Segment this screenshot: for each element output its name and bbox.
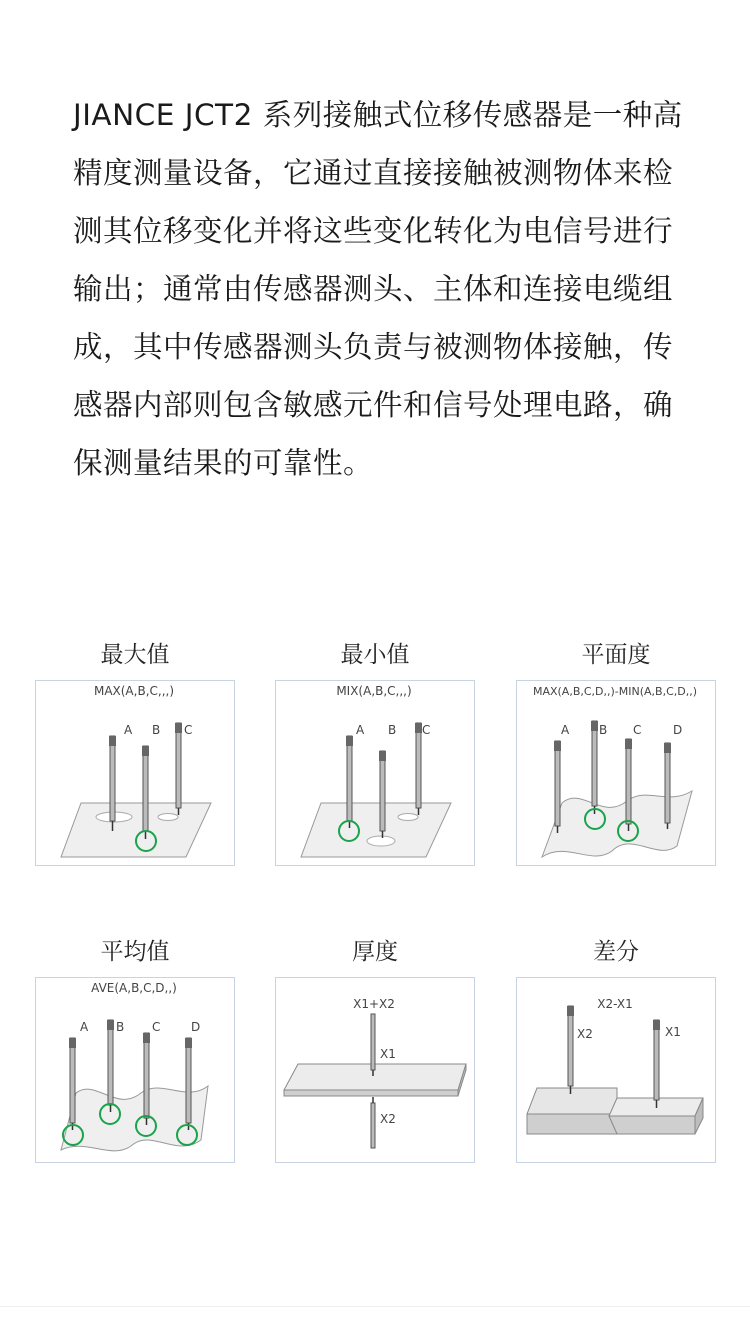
probe-c-icon xyxy=(625,739,632,831)
card-title: 平均值 xyxy=(100,939,170,965)
probe-b-icon xyxy=(591,721,598,814)
card-title: 最大值 xyxy=(100,642,170,668)
probe-label-x1: X1 xyxy=(665,1025,681,1039)
probe-x1-icon xyxy=(653,1020,660,1108)
card-difference xyxy=(516,933,716,1165)
probe-label-x2: X2 xyxy=(380,1112,396,1126)
card-title: 差分 xyxy=(593,939,639,965)
difference-diagram xyxy=(517,978,714,1161)
probe-label-d: D xyxy=(191,1020,201,1034)
card-max xyxy=(35,636,235,868)
footer-divider xyxy=(0,1306,750,1307)
flatness-diagram xyxy=(517,681,714,864)
probe-d-icon xyxy=(664,743,671,829)
probe-a-icon xyxy=(69,1038,76,1130)
probe-label-x2: X2 xyxy=(577,1027,593,1041)
card-min xyxy=(275,636,475,868)
thickness-diagram xyxy=(276,978,473,1161)
probe-label-c: C xyxy=(152,1020,161,1034)
probe-label-c: C xyxy=(422,723,431,737)
probe-b-icon xyxy=(107,1020,114,1112)
probe-label-c: C xyxy=(633,723,642,737)
card-thickness xyxy=(275,933,475,1165)
probe-label-c: C xyxy=(184,723,193,737)
probe-a-icon xyxy=(346,736,353,828)
probe-c-icon xyxy=(175,723,182,815)
probe-x2-icon xyxy=(567,1006,574,1094)
diagram-frame xyxy=(516,680,716,866)
diagram-frame xyxy=(35,977,235,1163)
average-diagram xyxy=(36,978,233,1161)
card-title: 平面度 xyxy=(581,642,651,668)
probe-top-icon xyxy=(371,1014,375,1076)
probe-label-b: B xyxy=(388,723,397,737)
probe-c-icon xyxy=(143,1033,150,1125)
probe-label-b: B xyxy=(116,1020,125,1034)
probe-label-b: B xyxy=(152,723,161,737)
probe-label-a: A xyxy=(80,1020,89,1034)
min-diagram xyxy=(276,681,473,864)
diagram-frame xyxy=(35,680,235,866)
formula-label: AVE(A,B,C,D,,) xyxy=(91,981,177,995)
probe-b-icon xyxy=(379,751,386,838)
probe-bottom-icon xyxy=(371,1097,375,1148)
probe-label-b: B xyxy=(599,723,608,737)
intro-paragraph: JIANCE JCT2 系列接触式位移传感器是一种高精度测量设备，它通过直接接触被测物体来检测其位移变化并将这些变化转化为电信号进行输出；通常由传感器测头、主体和连接电缆组成，其中传感器测头负责与被测物体接触，传感器内部则包含敏感元件和信号处理电路，确保测量结果的可靠性。 xyxy=(73,98,683,480)
probe-label-x1: X1 xyxy=(380,1047,396,1061)
diagram-frame xyxy=(516,977,716,1163)
probe-b-icon xyxy=(142,746,149,839)
formula-label: MAX(A,B,C,,,) xyxy=(93,684,175,698)
formula-label: MAX(A,B,C,D,,)-MIN(A,B,C,D,,) xyxy=(532,685,698,698)
card-title: 最小值 xyxy=(340,642,410,668)
probe-label-a: A xyxy=(124,723,133,737)
probe-a-icon xyxy=(109,736,116,831)
probe-label-a: A xyxy=(561,723,570,737)
probe-c-icon xyxy=(415,723,422,815)
card-average xyxy=(35,933,235,1165)
probe-label-d: D xyxy=(673,723,683,737)
probe-label-a: A xyxy=(356,723,365,737)
formula-label: MIX(A,B,C,,,) xyxy=(336,684,412,698)
card-flatness xyxy=(516,636,716,868)
diagram-frame xyxy=(275,977,475,1163)
probe-d-icon xyxy=(185,1038,192,1130)
formula-label: X2-X1 xyxy=(597,997,633,1011)
diagram-frame xyxy=(275,680,475,866)
formula-label: X1+X2 xyxy=(353,997,395,1011)
max-diagram xyxy=(36,681,233,864)
probe-a-icon xyxy=(554,741,561,833)
card-title: 厚度 xyxy=(352,939,398,965)
